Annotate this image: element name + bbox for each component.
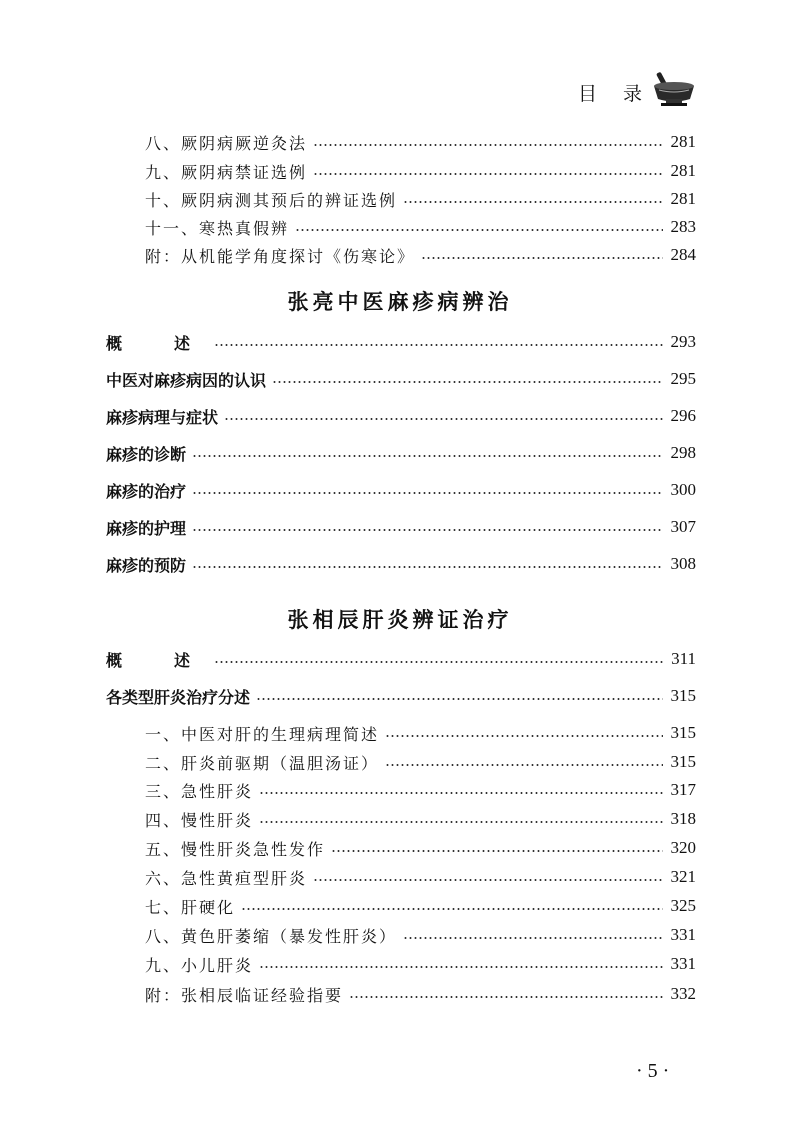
dot-leader — [192, 566, 662, 568]
toc-entry[interactable] — [0, 403, 696, 429]
toc-entry-page: 318 — [670, 809, 696, 828]
toc-entry-title: 麻疹的护理 — [106, 518, 187, 538]
dot-leader — [349, 996, 662, 998]
toc-entry-title: 附：张相辰临证经验指要 — [145, 985, 344, 1005]
toc-entry[interactable] — [0, 646, 696, 672]
toc-entry[interactable] — [0, 749, 696, 775]
toc-entry-page: 283 — [670, 217, 696, 236]
mortar-pestle-icon — [650, 68, 698, 108]
dot-leader — [214, 344, 662, 346]
toc-entry-title: 附：从机能学角度探讨《伤寒论》 — [145, 246, 416, 266]
header-title-left: 目 — [578, 83, 600, 105]
toc-entry-page: 315 — [670, 723, 696, 742]
toc-entry-page: 281 — [670, 189, 696, 208]
toc-entry[interactable] — [0, 440, 696, 466]
toc-entry[interactable] — [0, 477, 696, 503]
dot-leader — [192, 529, 662, 531]
toc-entry[interactable] — [0, 806, 696, 832]
page-number: · 5 · — [636, 1060, 670, 1082]
dot-leader — [259, 821, 662, 823]
toc-entry-page: 296 — [670, 406, 696, 425]
dot-leader — [192, 492, 662, 494]
toc-entry[interactable] — [0, 514, 696, 540]
dot-leader — [259, 792, 662, 794]
dot-leader — [385, 735, 662, 737]
dot-leader — [214, 661, 663, 663]
section-title: 张相辰肝炎辨证治疗 — [287, 607, 513, 632]
toc-entry[interactable] — [0, 551, 696, 577]
toc-entry-page: 331 — [670, 954, 696, 973]
toc-entry-title: 一、中医对肝的生理病理简述 — [145, 724, 380, 744]
toc-entry-title: 概 述 — [106, 333, 209, 353]
toc-entry-title: 三、急性肝炎 — [145, 781, 254, 801]
dot-leader — [295, 229, 662, 231]
toc-entry[interactable] — [0, 186, 696, 212]
dot-leader — [224, 418, 662, 420]
toc-entry-title: 中医对麻疹病因的认识 — [106, 370, 267, 390]
toc-entry-page: 320 — [670, 838, 696, 857]
toc-entry-title: 麻疹的诊断 — [106, 444, 187, 464]
toc-entry-title: 七、肝硬化 — [145, 897, 236, 917]
dot-leader — [313, 173, 662, 175]
dot-leader — [313, 144, 662, 146]
toc-entry-page: 284 — [670, 245, 696, 264]
dot-leader — [421, 257, 662, 259]
toc-entry-title: 十、厥阴病测其预后的辨证选例 — [145, 190, 398, 210]
toc-entry-page: 281 — [670, 161, 696, 180]
toc-entry[interactable] — [0, 158, 696, 184]
toc-entry-page: 331 — [670, 925, 696, 944]
toc-entry-page: 307 — [670, 517, 696, 536]
dot-leader — [313, 879, 662, 881]
toc-entry-title: 四、慢性肝炎 — [145, 810, 254, 830]
toc-entry-title: 八、厥阴病厥逆灸法 — [145, 133, 308, 153]
toc-entry-title: 六、急性黄疸型肝炎 — [145, 868, 308, 888]
toc-entry-page: 317 — [670, 780, 696, 799]
toc-entry-page: 311 — [671, 649, 696, 668]
toc-entry[interactable] — [0, 835, 696, 861]
toc-entry-page: 315 — [670, 686, 696, 705]
header-title — [578, 79, 644, 106]
toc-entry[interactable] — [0, 720, 696, 746]
dot-leader — [259, 966, 662, 968]
dot-leader — [241, 908, 662, 910]
toc-entry-title: 麻疹的治疗 — [106, 481, 187, 501]
toc-entry-page: 298 — [670, 443, 696, 462]
toc-entry-page: 300 — [670, 480, 696, 499]
toc-entry-title: 八、黄色肝萎缩（暴发性肝炎） — [145, 926, 398, 946]
toc-entry-title: 九、厥阴病禁证选例 — [145, 162, 308, 182]
toc-entry[interactable] — [0, 329, 696, 355]
header-title-right: 录 — [623, 83, 645, 105]
toc-entry-page: 315 — [670, 752, 696, 771]
toc-entry-page: 321 — [670, 867, 696, 886]
dot-leader — [331, 850, 662, 852]
toc-entry[interactable] — [0, 893, 696, 919]
toc-entry-title: 各类型肝炎治疗分述 — [106, 687, 251, 707]
toc-entry[interactable] — [0, 864, 696, 890]
toc-entry[interactable] — [0, 922, 696, 948]
toc-entry[interactable] — [0, 242, 696, 268]
page-header — [578, 76, 708, 110]
toc-entry[interactable] — [0, 951, 696, 977]
toc-entry[interactable] — [0, 214, 696, 240]
toc-entry-title: 麻疹病理与症状 — [106, 407, 219, 427]
toc-entry-title: 概 述 — [106, 650, 209, 670]
toc-entry-page: 295 — [670, 369, 696, 388]
toc-entry-title: 麻疹的预防 — [106, 555, 187, 575]
toc-entry-page: 325 — [670, 896, 696, 915]
toc-entry-page: 332 — [670, 984, 696, 1003]
dot-leader — [385, 764, 662, 766]
dot-leader — [192, 455, 662, 457]
toc-entry-title: 五、慢性肝炎急性发作 — [145, 839, 326, 859]
toc-entry[interactable] — [0, 981, 696, 1007]
toc-entry[interactable] — [0, 683, 696, 709]
toc-entry-page: 281 — [670, 132, 696, 151]
dot-leader — [403, 937, 662, 939]
dot-leader — [256, 698, 662, 700]
toc-entry[interactable] — [0, 366, 696, 392]
toc-entry-title: 二、肝炎前驱期（温胆汤证） — [145, 753, 380, 773]
toc-entry[interactable] — [0, 777, 696, 803]
toc-entry-page: 308 — [670, 554, 696, 573]
toc-entry[interactable] — [0, 129, 696, 155]
dot-leader — [403, 201, 662, 203]
section-title: 张亮中医麻疹病辨治 — [287, 289, 513, 314]
toc-entry-title: 九、小儿肝炎 — [145, 955, 254, 975]
toc-entry-page: 293 — [670, 332, 696, 351]
toc-entry-title: 十一、寒热真假辨 — [145, 218, 290, 238]
dot-leader — [272, 381, 662, 383]
